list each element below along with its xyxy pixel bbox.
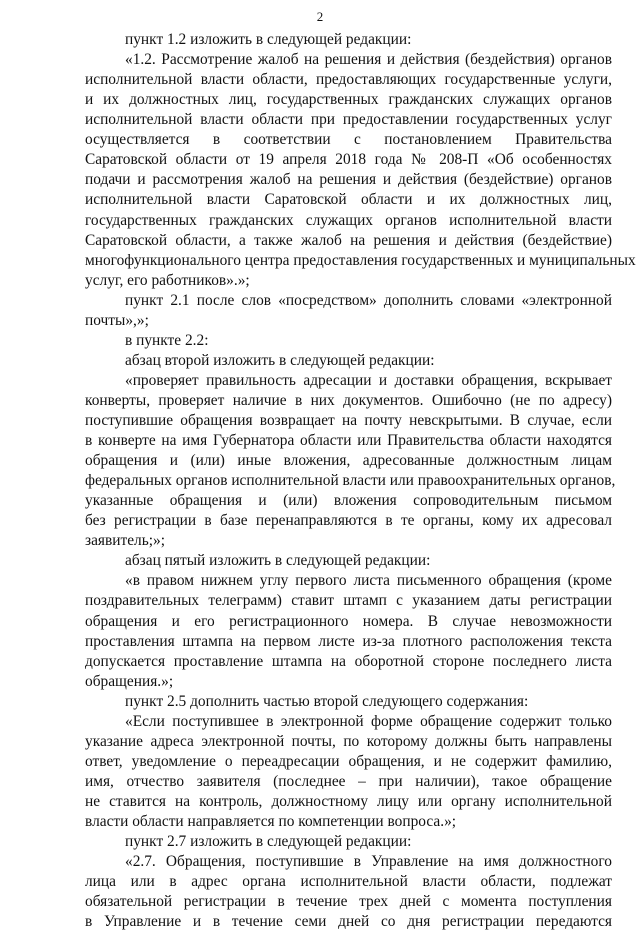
text-line: «2.7. Обращения, поступившие в Управление на имя должностного — [125, 853, 612, 871]
text-line: указание адреса электронной почты, по которому должны быть направлены — [85, 732, 612, 750]
text-line: в конверте на имя Губернатора области или Правительства области находятся — [85, 432, 612, 449]
text-line: государственных гражданских служащих органов исполнительной власти — [85, 211, 612, 229]
text-line: проставления штампа на первом листе из-за плотного расположения текста — [85, 632, 612, 650]
text-line: обращения и (или) иные вложения, адресованные должностным лицам — [85, 452, 612, 470]
page-number: 2 — [316, 9, 324, 24]
text-line: власти области направляется по компетенции вопроса.»; — [85, 813, 457, 830]
text-line: абзац пятый изложить в следующей редакции: — [125, 552, 431, 570]
text-line: обращения.»; — [85, 672, 174, 690]
text-line: и их должностных лиц, государственных гражданских служащих органов — [85, 91, 612, 109]
text-line: многофункционального центра предоставления государственных и муниципальных — [85, 251, 636, 269]
text-line: пункт 2.7 изложить в следующей редакции: — [125, 833, 412, 850]
text-line: в Управление и в течение семи дней со дня регистрации передаются — [85, 913, 612, 931]
text-line: подачи и рассмотрения жалоб на решения и действия (бездействие) органов — [85, 171, 612, 189]
text-line: «проверяет правильность адресации и доставки обращения, вскрывает — [125, 371, 612, 389]
text-line: «1.2. Рассмотрение жалоб на решения и действия (бездействия) органов — [125, 51, 612, 68]
text-line: Саратовской области от 19 апреля 2018 года № 208-П «Об особенностях — [85, 151, 612, 169]
text-line: указанные обращения и (или) вложения сопроводительным письмом — [85, 492, 612, 510]
text-line: обязательной регистрации в течение трех дней с момента поступления — [85, 893, 612, 911]
text-line: исполнительной власти Саратовской области и их должностных лиц, — [85, 191, 612, 209]
text-line: ответ, уведомление о переадресации обращения, и не содержит фамилию, — [85, 752, 612, 770]
text-line: пункт 1.2 изложить в следующей редакции: — [125, 31, 412, 48]
text-line: конверты, проверяет наличие в них документов. Ошибочно (не по адресу) — [85, 391, 612, 409]
text-line: лица или в адрес органа исполнительной власти области, подлежат — [85, 873, 612, 891]
text-line: имя, отчество заявителя (последнее – при наличии), такое обращение — [85, 772, 612, 790]
text-line: пункт 2.5 дополнить частью второй следующего содержания: — [125, 692, 529, 710]
text-line: обращения и его регистрационного номера. В случае невозможности — [85, 612, 612, 630]
text-line: исполнительной власти области при предоставлении государственных услуг — [85, 111, 612, 129]
text-line: без регистрации в базе перенаправляются в те органы, кому их адресовал — [85, 512, 612, 530]
text-line: федеральных органов исполнительной власти или правоохранительных органов, — [85, 472, 616, 490]
text-line: поступившие обращения возвращает на почту невскрытыми. В случае, если — [85, 411, 612, 429]
text-line: допускается проставление штампа на оборотной стороне последнего листа — [85, 652, 612, 670]
text-line: заявитель;»; — [85, 532, 165, 550]
text-line: не ставится на контроль, должностному лицу или органу исполнительной — [85, 792, 612, 810]
text-line: пункт 2.1 после слов «посредством» дополнить словами «электронной — [125, 291, 612, 309]
text-line: почты»,»; — [85, 311, 149, 329]
text-line: поздравительных телеграмм) ставит штамп с указанием даты регистрации — [85, 592, 612, 610]
text-line: абзац второй изложить в следующей редакции: — [125, 351, 435, 369]
text-line: осуществляется в соответствии с постановлением Правительства — [85, 131, 612, 149]
text-line: услуг, его работников».»; — [85, 271, 250, 289]
text-line: Саратовской области, а также жалоб на решения и действия (бездействие) — [85, 231, 612, 249]
text-line: «в правом нижнем углу первого листа письменного обращения (кроме — [125, 572, 612, 590]
text-line: исполнительной власти области, предоставляющих государственные услуги, — [85, 71, 612, 89]
text-line: в пункте 2.2: — [125, 331, 209, 349]
text-line: «Если поступившее в электронной форме обращение содержит только — [125, 712, 612, 730]
